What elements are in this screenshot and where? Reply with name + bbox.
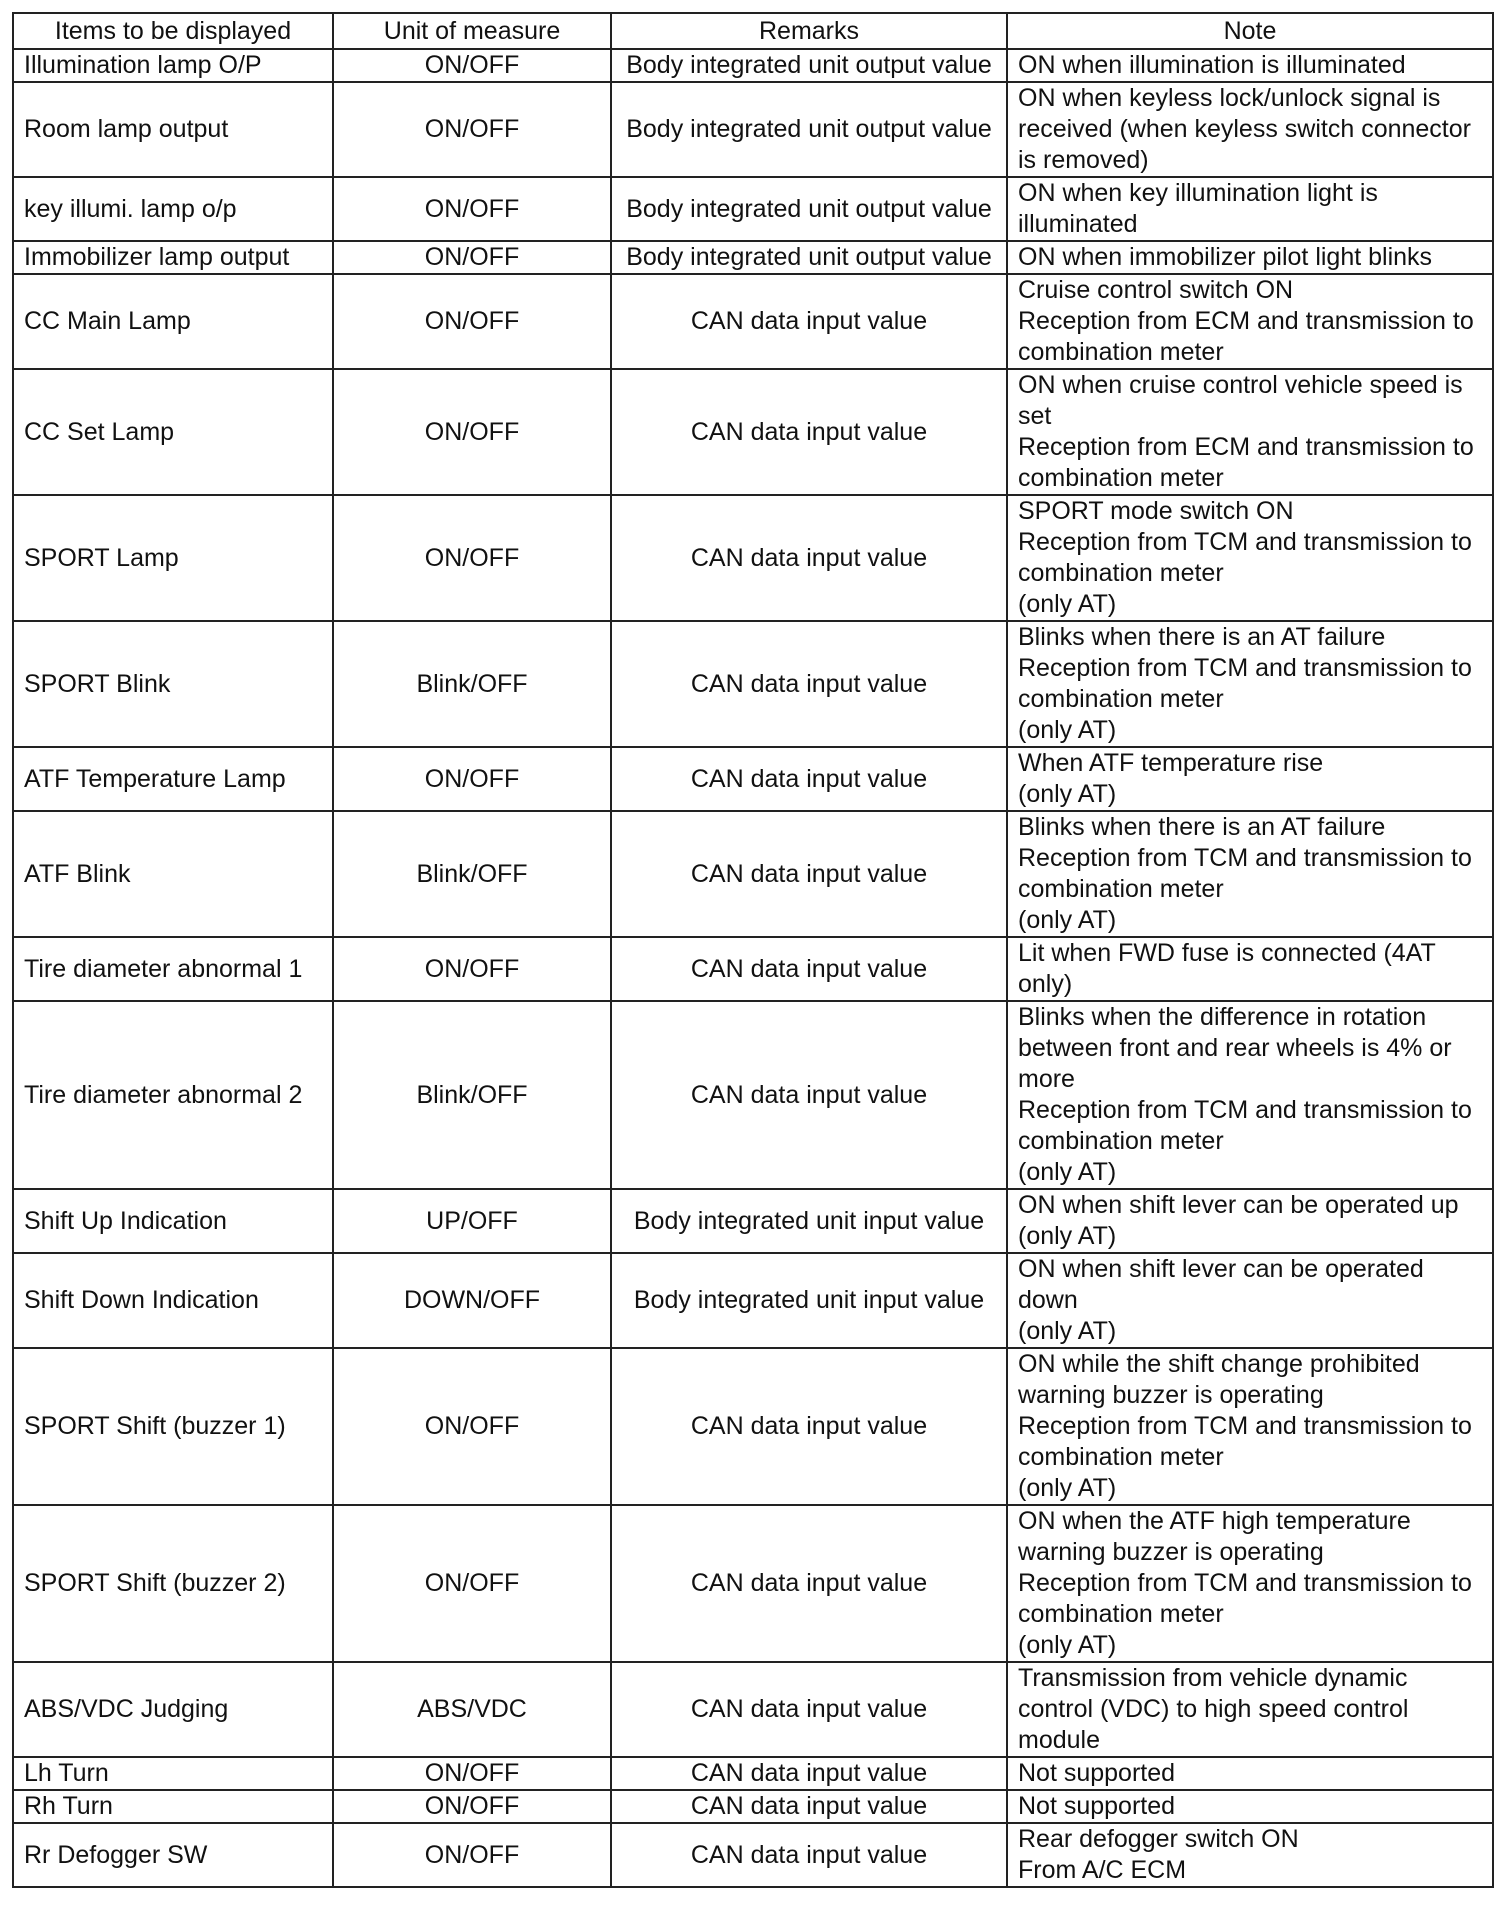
header-items-to-be-displayed: Items to be displayed <box>13 13 333 49</box>
remarks-cell: CAN data input value <box>611 1757 1007 1790</box>
note-cell: ON when key illumination light is illuminated <box>1007 177 1493 241</box>
item-cell: ATF Temperature Lamp <box>13 747 333 811</box>
note-cell: SPORT mode switch ON Reception from TCM and transmission to combination meter (only AT) <box>1007 495 1493 621</box>
table-row <box>13 1001 1493 1189</box>
item-cell: Tire diameter abnormal 2 <box>13 1001 333 1189</box>
table-row <box>13 82 1493 177</box>
table-row <box>13 621 1493 747</box>
note-cell: ON when illumination is illuminated <box>1007 49 1493 82</box>
unit-cell: ON/OFF <box>333 1505 611 1662</box>
note-cell: Transmission from vehicle dynamic control (VDC) to high speed control module <box>1007 1662 1493 1757</box>
item-cell: Room lamp output <box>13 82 333 177</box>
note-cell: ON when the ATF high temperature warning buzzer is operating Reception from TCM and transmission to combination meter (only AT) <box>1007 1505 1493 1662</box>
display-items-table <box>12 12 1494 1888</box>
remarks-cell: CAN data input value <box>611 1505 1007 1662</box>
unit-cell: Blink/OFF <box>333 621 611 747</box>
table-row <box>13 369 1493 495</box>
note-cell: Rear defogger switch ON From A/C ECM <box>1007 1823 1493 1887</box>
note-cell: Blinks when there is an AT failure Reception from TCM and transmission to combination meter (only AT) <box>1007 621 1493 747</box>
item-cell: SPORT Lamp <box>13 495 333 621</box>
note-cell: ON when shift lever can be operated down (only AT) <box>1007 1253 1493 1348</box>
item-cell: Illumination lamp O/P <box>13 49 333 82</box>
remarks-cell: CAN data input value <box>611 1823 1007 1887</box>
table-row <box>13 937 1493 1001</box>
item-cell: SPORT Shift (buzzer 1) <box>13 1348 333 1505</box>
table-row <box>13 747 1493 811</box>
table-row <box>13 811 1493 937</box>
table-row <box>13 1189 1493 1253</box>
header-unit-of-measure: Unit of measure <box>333 13 611 49</box>
item-cell: Lh Turn <box>13 1757 333 1790</box>
unit-cell: ON/OFF <box>333 495 611 621</box>
table-row <box>13 1790 1493 1823</box>
table-row <box>13 1823 1493 1887</box>
item-cell: ABS/VDC Judging <box>13 1662 333 1757</box>
note-cell: ON when immobilizer pilot light blinks <box>1007 241 1493 274</box>
table-header-row <box>13 13 1493 49</box>
unit-cell: DOWN/OFF <box>333 1253 611 1348</box>
note-cell: ON when shift lever can be operated up (only AT) <box>1007 1189 1493 1253</box>
note-cell: ON while the shift change prohibited warning buzzer is operating Reception from TCM and transmission to combination meter (only AT) <box>1007 1348 1493 1505</box>
table-body <box>13 49 1493 1887</box>
remarks-cell: CAN data input value <box>611 621 1007 747</box>
remarks-cell: CAN data input value <box>611 495 1007 621</box>
table-row <box>13 1662 1493 1757</box>
table-row <box>13 274 1493 369</box>
remarks-cell: CAN data input value <box>611 1790 1007 1823</box>
remarks-cell: Body integrated unit output value <box>611 82 1007 177</box>
item-cell: ATF Blink <box>13 811 333 937</box>
unit-cell: ON/OFF <box>333 1790 611 1823</box>
table-row <box>13 1757 1493 1790</box>
unit-cell: ON/OFF <box>333 177 611 241</box>
item-cell: Tire diameter abnormal 1 <box>13 937 333 1001</box>
note-cell: ON when cruise control vehicle speed is set Reception from ECM and transmission to combination meter <box>1007 369 1493 495</box>
note-cell: Lit when FWD fuse is connected (4AT only) <box>1007 937 1493 1001</box>
remarks-cell: Body integrated unit output value <box>611 49 1007 82</box>
unit-cell: Blink/OFF <box>333 811 611 937</box>
header-note: Note <box>1007 13 1493 49</box>
table-row <box>13 1348 1493 1505</box>
note-cell: When ATF temperature rise (only AT) <box>1007 747 1493 811</box>
note-cell: Cruise control switch ON Reception from ECM and transmission to combination meter <box>1007 274 1493 369</box>
note-cell: Not supported <box>1007 1790 1493 1823</box>
item-cell: CC Set Lamp <box>13 369 333 495</box>
note-cell: Blinks when there is an AT failure Reception from TCM and transmission to combination meter (only AT) <box>1007 811 1493 937</box>
unit-cell: ON/OFF <box>333 1348 611 1505</box>
unit-cell: ON/OFF <box>333 82 611 177</box>
remarks-cell: CAN data input value <box>611 937 1007 1001</box>
unit-cell: ON/OFF <box>333 747 611 811</box>
remarks-cell: CAN data input value <box>611 1662 1007 1757</box>
remarks-cell: Body integrated unit output value <box>611 241 1007 274</box>
remarks-cell: CAN data input value <box>611 811 1007 937</box>
unit-cell: ON/OFF <box>333 49 611 82</box>
item-cell: Rr Defogger SW <box>13 1823 333 1887</box>
item-cell: Rh Turn <box>13 1790 333 1823</box>
header-remarks: Remarks <box>611 13 1007 49</box>
note-cell: ON when keyless lock/unlock signal is received (when keyless switch connector is removed) <box>1007 82 1493 177</box>
table-row <box>13 49 1493 82</box>
unit-cell: Blink/OFF <box>333 1001 611 1189</box>
unit-cell: ABS/VDC <box>333 1662 611 1757</box>
table-row <box>13 495 1493 621</box>
remarks-cell: Body integrated unit input value <box>611 1189 1007 1253</box>
unit-cell: UP/OFF <box>333 1189 611 1253</box>
unit-cell: ON/OFF <box>333 241 611 274</box>
item-cell: SPORT Shift (buzzer 2) <box>13 1505 333 1662</box>
unit-cell: ON/OFF <box>333 274 611 369</box>
note-cell: Not supported <box>1007 1757 1493 1790</box>
item-cell: CC Main Lamp <box>13 274 333 369</box>
unit-cell: ON/OFF <box>333 1823 611 1887</box>
remarks-cell: CAN data input value <box>611 369 1007 495</box>
table-row <box>13 1505 1493 1662</box>
remarks-cell: CAN data input value <box>611 1001 1007 1189</box>
item-cell: Immobilizer lamp output <box>13 241 333 274</box>
unit-cell: ON/OFF <box>333 1757 611 1790</box>
remarks-cell: Body integrated unit output value <box>611 177 1007 241</box>
item-cell: key illumi. lamp o/p <box>13 177 333 241</box>
table-row <box>13 177 1493 241</box>
table-row <box>13 1253 1493 1348</box>
table-row <box>13 241 1493 274</box>
remarks-cell: CAN data input value <box>611 747 1007 811</box>
note-cell: Blinks when the difference in rotation between front and rear wheels is 4% or more Reception from TCM and transmission to combination meter (only AT) <box>1007 1001 1493 1189</box>
remarks-cell: CAN data input value <box>611 274 1007 369</box>
item-cell: Shift Down Indication <box>13 1253 333 1348</box>
unit-cell: ON/OFF <box>333 369 611 495</box>
remarks-cell: CAN data input value <box>611 1348 1007 1505</box>
item-cell: Shift Up Indication <box>13 1189 333 1253</box>
item-cell: SPORT Blink <box>13 621 333 747</box>
unit-cell: ON/OFF <box>333 937 611 1001</box>
remarks-cell: Body integrated unit input value <box>611 1253 1007 1348</box>
